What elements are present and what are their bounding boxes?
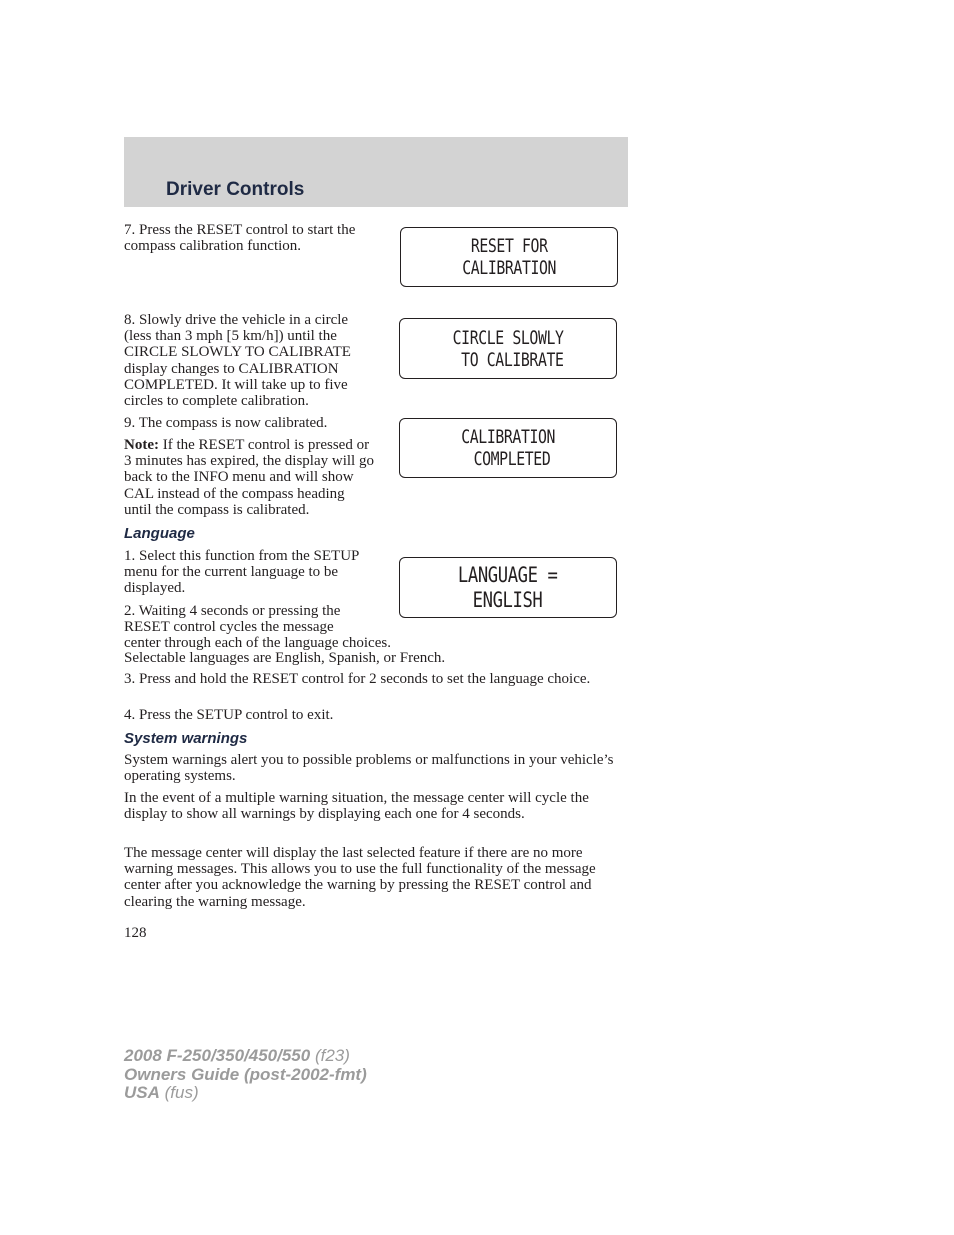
system-warnings-p2: In the event of a multiple warning situation, the message center will cycle the display to show all warnings by displaying each one for 4 seconds. (124, 790, 589, 823)
footer-line-2 (124, 1066, 367, 1085)
footer-model-code: (f23) (310, 1046, 350, 1065)
footer-guide: Owners Guide (post-2002-fmt) (124, 1064, 367, 1084)
step-7-text: 7. Press the RESET control to start the compass calibration function. (124, 222, 356, 255)
display-line: CALIBRATION (462, 257, 556, 279)
display-line: ENGLISH (473, 587, 543, 612)
float-spacer (374, 312, 624, 384)
language-heading: Language (124, 525, 195, 542)
display-line: TO CALIBRATE (452, 348, 564, 371)
display-line: RESET FOR (470, 235, 548, 257)
system-warnings-p3: The message center will display the last selected feature if there are no more warning messages. This allows you to use the full functionality of the message center after you acknowledge the warning by pressing the RESET control and clearing the warning message. (124, 845, 596, 910)
section-header-bar (124, 137, 628, 207)
display-line: COMPLETED (465, 448, 551, 470)
step-8-content: 8. Slowly drive the vehicle in a circle (less than 3 mph [5 km/h]) until the CIRCLE SLOWLY TO CALIBRATE display changes to CALIBRATION COMPLETED. It will take up to five circles to complete calibration. (124, 312, 351, 410)
footer-line-3 (124, 1084, 367, 1103)
display-reset-for-calibration (400, 227, 618, 287)
system-warnings-p1: System warnings alert you to possible problems or malfunctions in your vehicle’s operating systems. (124, 752, 614, 785)
float-spacer (374, 437, 624, 493)
display-line: CALIBRATION (461, 426, 555, 448)
page-number: 128 (124, 925, 147, 941)
language-step-3: 3. Press and hold the RESET control for 2 seconds to set the language choice. (124, 671, 591, 687)
language-step-2-content: 2. Waiting 4 seconds or pressing the RESET control cycles the message center through each of the language choices. (124, 603, 391, 652)
footer-model: 2008 F-250/350/450/550 (124, 1046, 311, 1065)
note-label: Note: (124, 437, 159, 453)
step-9-text: 9. The compass is now calibrated. (124, 415, 328, 431)
display-line: LANGUAGE = (458, 562, 558, 587)
note-content: If the RESET control is pressed or 3 minutes has expired, the display will go back to the INFO menu and will show CAL instead of the compass heading until the compass is calibrated. (124, 437, 374, 518)
display-line: CIRCLE SLOWLY (452, 326, 564, 349)
language-step-2 (124, 603, 624, 652)
footer-market: USA (124, 1083, 160, 1102)
language-step-4: 4. Press the SETUP control to exit. (124, 707, 334, 723)
section-title: Driver Controls (166, 179, 305, 200)
float-spacer (374, 603, 624, 625)
step-8-text (124, 312, 624, 409)
note-text (124, 437, 624, 518)
footer-line-1 (124, 1047, 367, 1066)
language-step-1: 1. Select this function from the SETUP menu for the current language to be displayed. (124, 548, 359, 597)
footer-market-code: (fus) (159, 1083, 199, 1102)
document-footer (124, 1047, 367, 1103)
language-step-2b: Selectable languages are English, Spanish, or French. (124, 650, 446, 666)
system-warnings-heading: System warnings (124, 730, 248, 747)
